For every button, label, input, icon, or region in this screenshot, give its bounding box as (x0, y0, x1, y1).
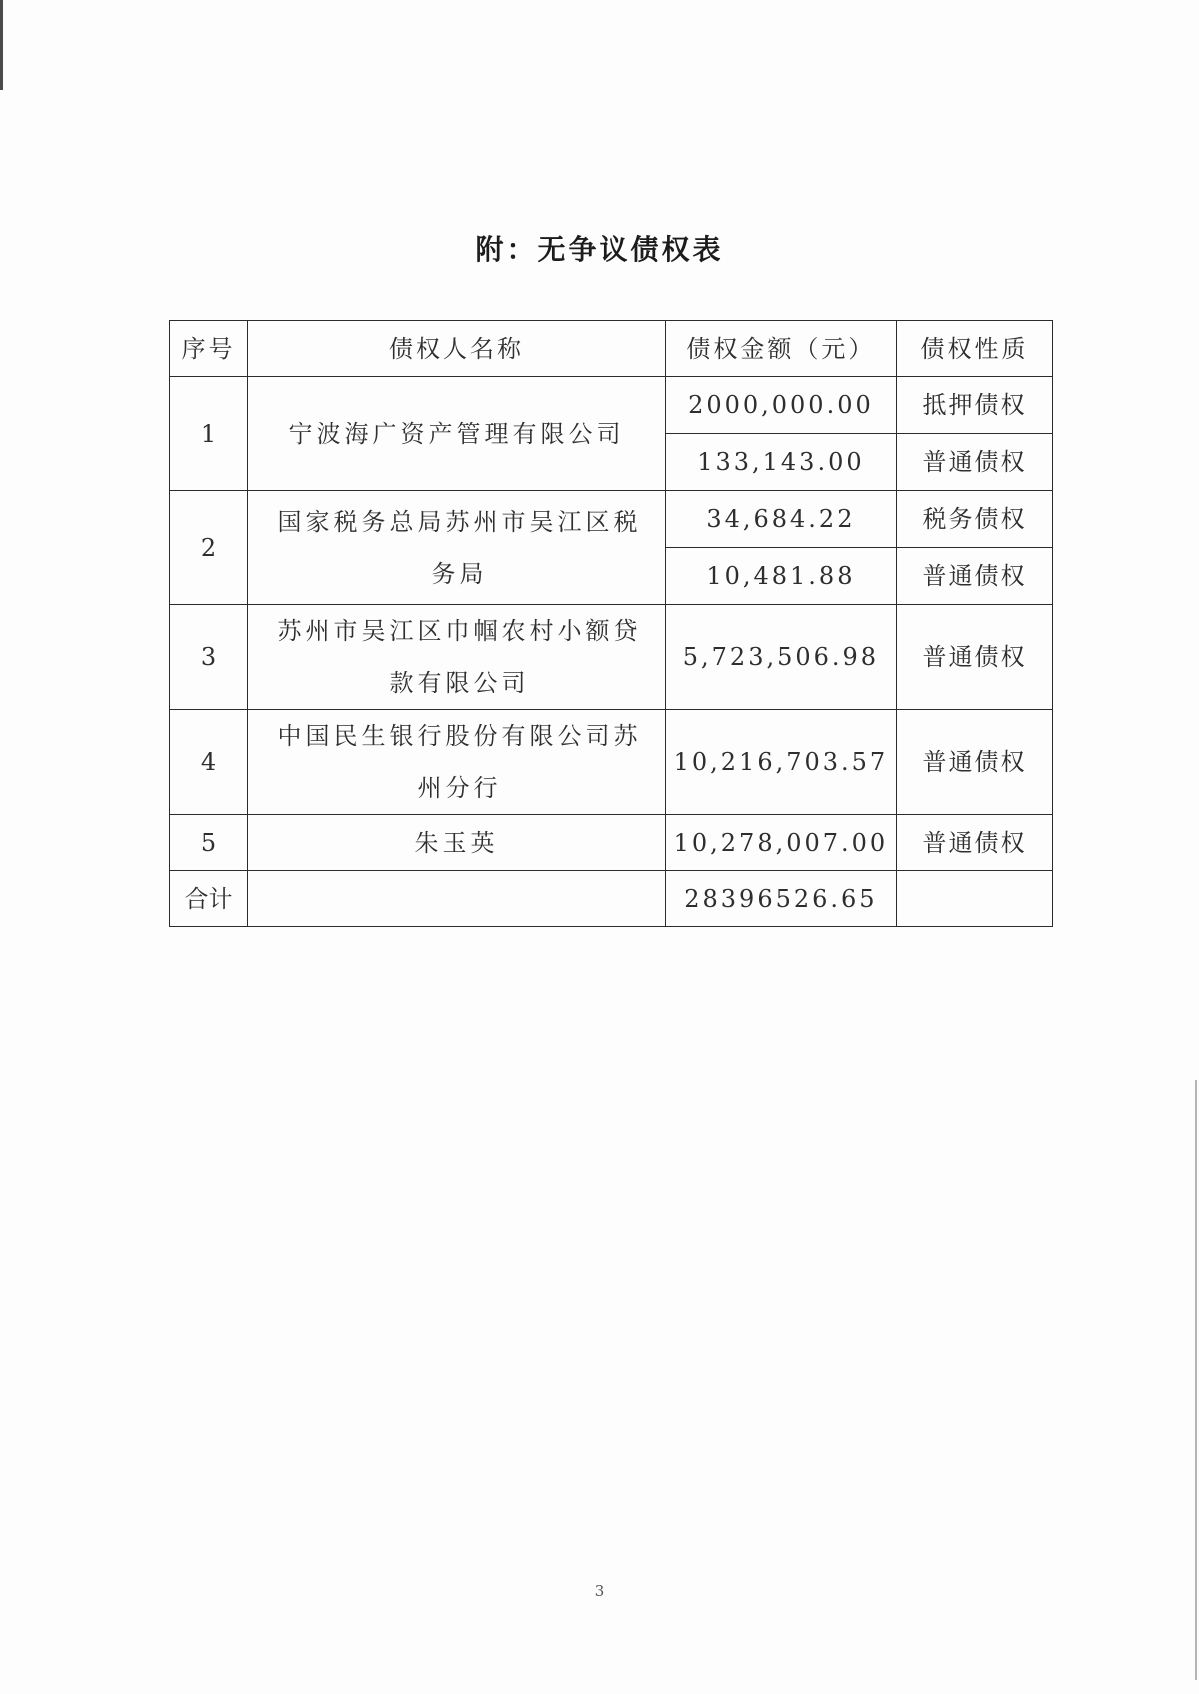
row-no: 5 (170, 815, 248, 871)
total-row (170, 871, 1053, 927)
total-type-empty (896, 871, 1052, 927)
table-row (170, 815, 1053, 871)
page-number: 3 (594, 1582, 605, 1600)
claim-amount: 2000,000.00 (665, 377, 896, 434)
scan-edge-mark-left (0, 0, 3, 90)
table-row (170, 377, 1053, 434)
header-no: 序号 (170, 321, 248, 377)
document-title: 附：无争议债权表 (475, 233, 724, 266)
header-amount: 债权金额（元） (665, 321, 896, 377)
table-header-row (170, 321, 1053, 377)
creditor-name: 国家税务总局苏州市吴江区税务局 (248, 491, 666, 605)
claim-type: 税务债权 (896, 491, 1052, 548)
total-name-empty (248, 871, 666, 927)
row-no: 1 (170, 377, 248, 491)
claim-amount: 34,684.22 (665, 491, 896, 548)
header-claim-type: 债权性质 (896, 321, 1052, 377)
table-row (170, 710, 1053, 815)
claim-amount: 133,143.00 (665, 434, 896, 491)
claim-type: 普通债权 (896, 548, 1052, 605)
row-no: 4 (170, 710, 248, 815)
claim-amount: 10,278,007.00 (665, 815, 896, 871)
creditor-name: 苏州市吴江区巾帼农村小额贷款有限公司 (248, 605, 666, 710)
header-creditor-name: 债权人名称 (248, 321, 666, 377)
claim-amount: 5,723,506.98 (665, 605, 896, 710)
claim-amount: 10,216,703.57 (665, 710, 896, 815)
table-row (170, 491, 1053, 548)
creditor-name: 中国民生银行股份有限公司苏州分行 (248, 710, 666, 815)
row-no: 3 (170, 605, 248, 710)
creditor-name: 朱玉英 (248, 815, 666, 871)
table-row (170, 605, 1053, 710)
claim-amount: 10,481.88 (665, 548, 896, 605)
claim-type: 普通债权 (896, 434, 1052, 491)
total-amount: 28396526.65 (665, 871, 896, 927)
claim-type: 抵押债权 (896, 377, 1052, 434)
creditor-name: 宁波海广资产管理有限公司 (248, 377, 666, 491)
total-label: 合计 (170, 871, 248, 927)
claim-type: 普通债权 (896, 605, 1052, 710)
undisputed-claims-table (169, 320, 1053, 927)
row-no: 2 (170, 491, 248, 605)
claim-type: 普通债权 (896, 815, 1052, 871)
claim-type: 普通债权 (896, 710, 1052, 815)
